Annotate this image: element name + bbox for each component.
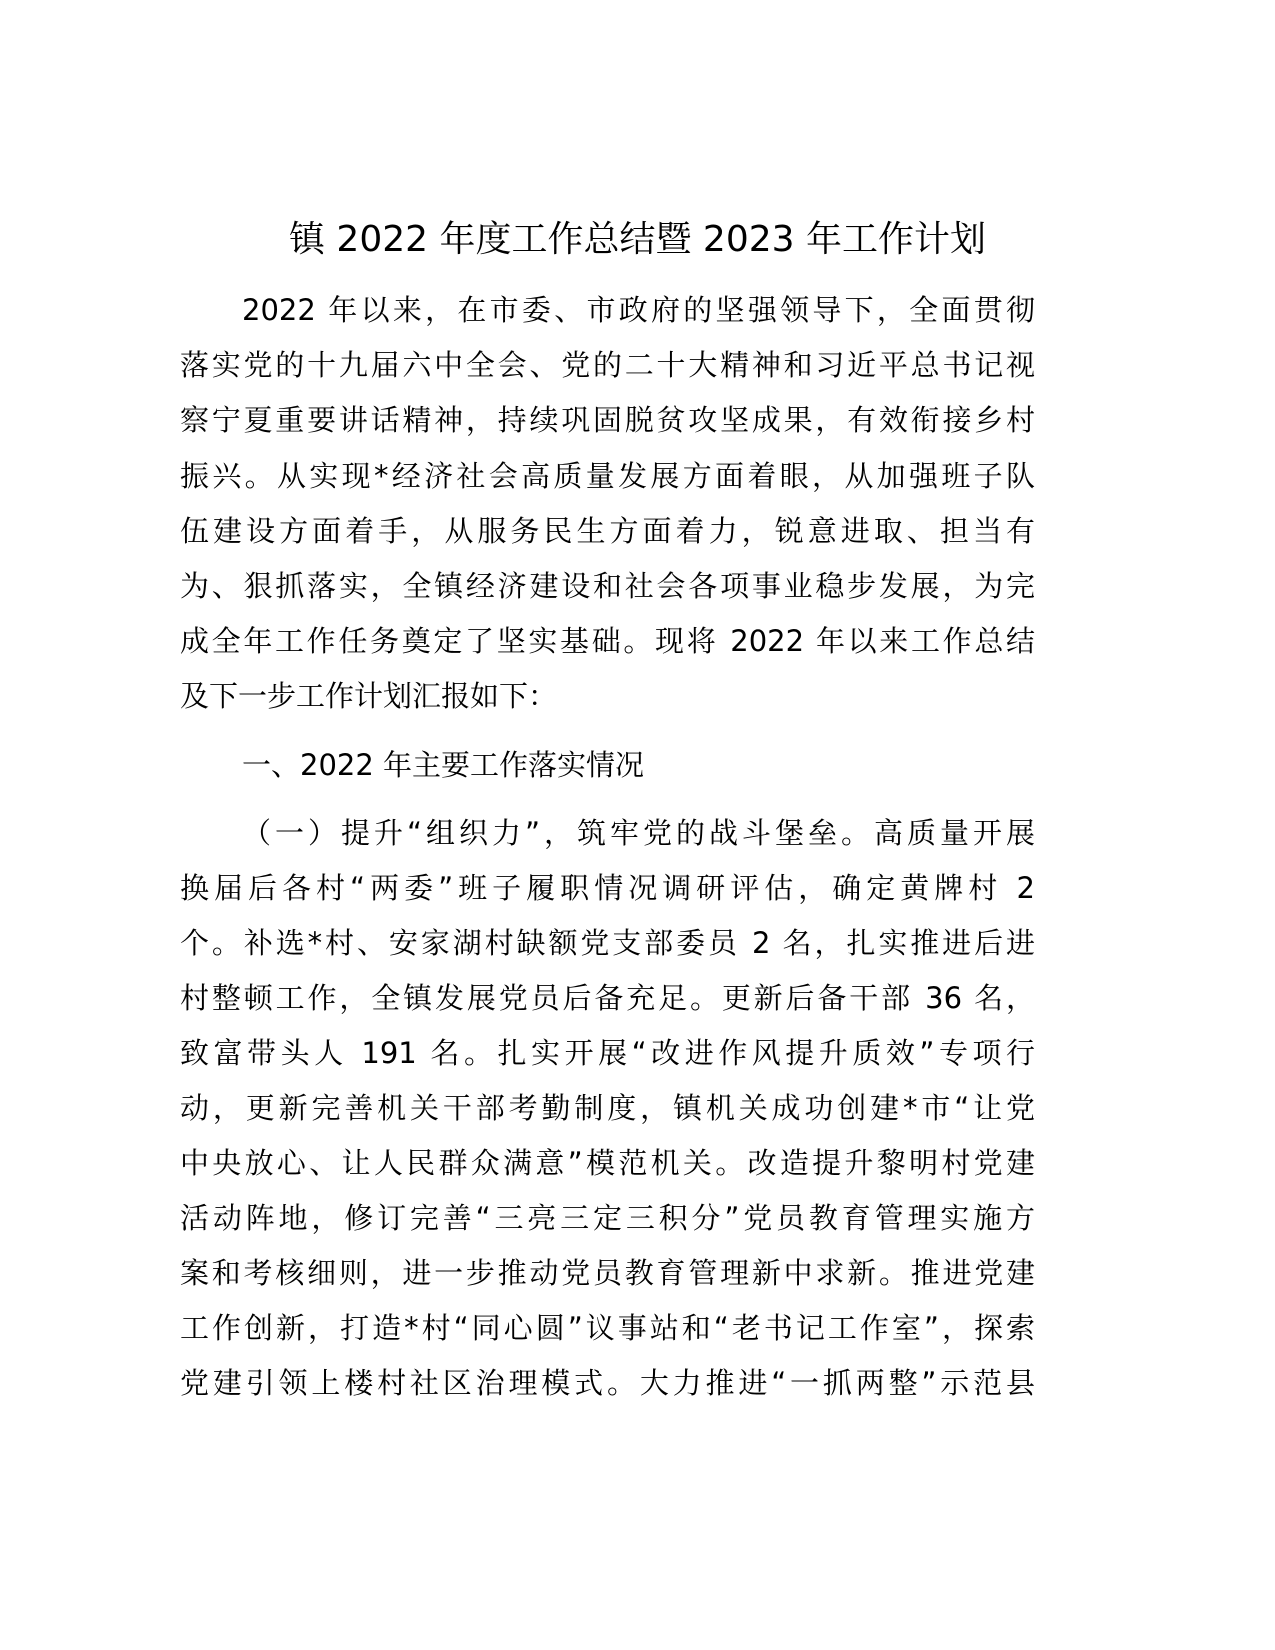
section-heading: 一、2022 年主要工作落实情况 [242, 748, 645, 782]
paragraph-line: 察宁夏重要讲话精神，持续巩固脱贫攻坚成果，有效衔接乡村 [180, 403, 1035, 438]
paragraph-line: 工作创新，打造*村“同心圆”议事站和“老书记工作室”，探索 [180, 1311, 1035, 1345]
paragraph-line: 为、狠抓落实，全镇经济建设和社会各项事业稳步发展，为完 [180, 569, 1035, 603]
paragraph-line: 换届后各村“两委”班子履职情况调研评估，确定黄牌村 2 [180, 871, 1035, 905]
document-title: 镇 2022 年度工作总结暨 2023 年工作计划 [288, 219, 986, 260]
paragraph-line: 落实党的十九届六中全会、党的二十大精神和习近平总书记视 [180, 348, 1035, 383]
paragraph-line: 致富带头人 191 名。扎实开展“改进作风提升质效”专项行 [180, 1036, 1035, 1070]
paragraph-line: 成全年工作任务奠定了坚实基础。现将 2022 年以来工作总结 [180, 624, 1035, 659]
paragraph-line: 村整顿工作，全镇发展党员后备充足。更新后备干部 36 名， [180, 981, 1035, 1015]
paragraph-line: 动，更新完善机关干部考勤制度，镇机关成功创建*市“让党 [180, 1091, 1035, 1125]
paragraph-line: （一）提升“组织力”，筑牢党的战斗堡垒。高质量开展 [242, 816, 1035, 850]
paragraph-line: 案和考核细则，进一步推动党员教育管理新中求新。推进党建 [180, 1256, 1035, 1290]
paragraph-line: 振兴。从实现*经济社会高质量发展方面着眼，从加强班子队 [180, 458, 1035, 493]
paragraph-line: 党建引领上楼村社区治理模式。大力推进“一抓两整”示范县 [180, 1366, 1035, 1400]
paragraph-line: 及下一步工作计划汇报如下： [180, 679, 558, 714]
paragraph-line: 个。补选*村、安家湖村缺额党支部委员 2 名，扎实推进后进 [180, 926, 1035, 960]
paragraph-line: 活动阵地，修订完善“三亮三定三积分”党员教育管理实施方 [180, 1201, 1035, 1235]
paragraph-line: 中央放心、让人民群众满意”模范机关。改造提升黎明村党建 [180, 1146, 1035, 1180]
paragraph-line: 2022 年以来，在市委、市政府的坚强领导下，全面贯彻 [242, 293, 1035, 327]
paragraph-line: 伍建设方面着手，从服务民生方面着力，锐意进取、担当有 [180, 513, 1035, 548]
